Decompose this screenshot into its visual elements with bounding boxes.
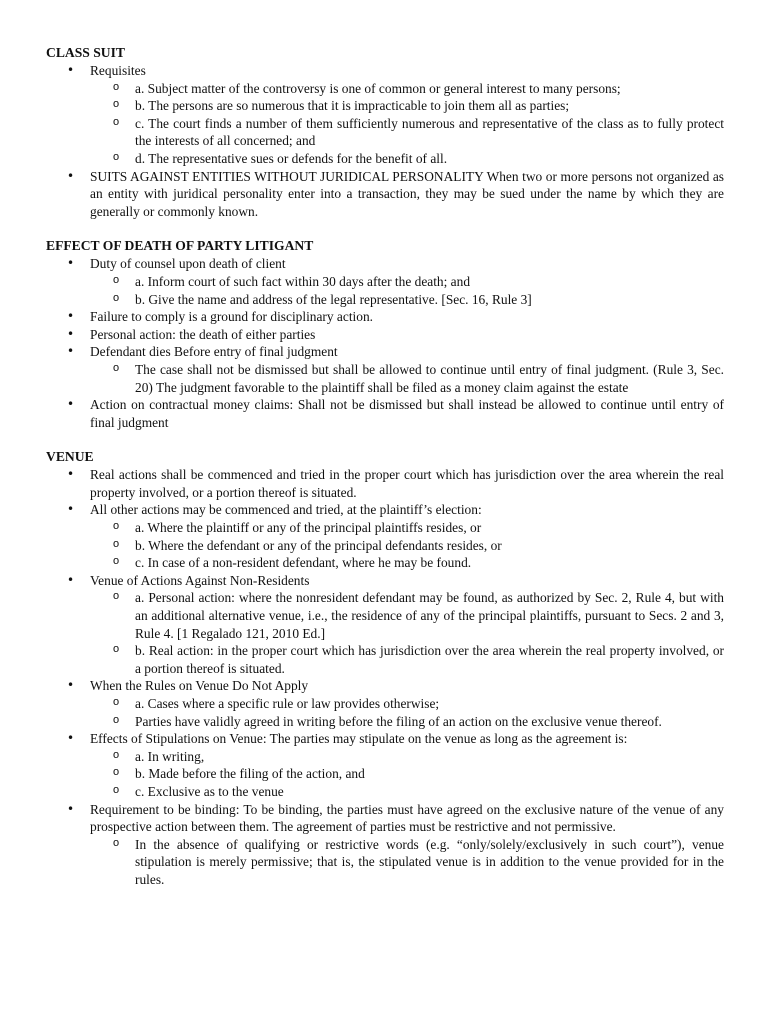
sub-list-item: o b. Real action: in the proper court which has jurisdiction over the area wherein the real property involved, or a portion thereof is situated. bbox=[90, 642, 724, 677]
sub-list bbox=[90, 589, 724, 677]
list-item-text: Failure to comply is a ground for disciplinary action. bbox=[90, 309, 374, 325]
list-item bbox=[46, 466, 724, 501]
section-heading: CLASS SUIT bbox=[46, 45, 125, 60]
sub-list bbox=[90, 748, 724, 801]
section-heading: VENUE bbox=[46, 449, 94, 465]
bullet-list bbox=[46, 255, 724, 431]
section-class-suit bbox=[46, 44, 724, 220]
section-heading: EFFECT OF DEATH OF PARTY LITIGANT bbox=[46, 238, 314, 254]
sub-list-item: o a. Personal action: where the nonresident defendant may be found, as authorized by Sec. 2, Rule 4, but with an additional alternative venue, i.e., the residence of any of the principal plaintiffs, pursuant to Secs. 2 and 3, Rule 4. [1 Regalado 121, 2010 Ed.] bbox=[90, 589, 724, 642]
list-item-text: Requisites bbox=[90, 63, 146, 78]
sub-list-item: o a. Cases where a specific rule or law provides otherwise; bbox=[90, 695, 724, 713]
list-item bbox=[46, 308, 724, 326]
list-item bbox=[46, 801, 724, 889]
sub-list bbox=[90, 80, 724, 168]
sub-list-item: o c. In case of a non-resident defendant, where he may be found. bbox=[90, 554, 724, 572]
sub-list-item: o In the absence of qualifying or restrictive words (e.g. “only/solely/exclusively in such court”), venue stipulation is merely permissive; that is, the stipulated venue is in addition to the venue provided for in the rules. bbox=[90, 836, 724, 889]
sub-list bbox=[90, 273, 724, 308]
list-item-text: When the Rules on Venue Do Not Apply bbox=[90, 678, 309, 694]
list-item-text: Action on contractual money claims: Shall not be dismissed but shall instead be allowed to continue until entry of final judgment bbox=[90, 397, 724, 430]
list-item bbox=[46, 343, 724, 396]
sub-list-item: o The case shall not be dismissed but shall be allowed to continue until entry of final judgment. (Rule 3, Sec. 20) The judgment favorable to the plaintiff shall be filed as a money claim against the estate bbox=[90, 361, 724, 396]
sub-list-item: o a. Where the plaintiff or any of the principal plaintiffs resides, or bbox=[90, 519, 724, 537]
list-item-text: Real actions shall be commenced and tried in the proper court which has jurisdiction over the area wherein the real property involved, or a portion thereof is situated. bbox=[90, 467, 724, 500]
sub-list-item: o b. The persons are so numerous that it is impracticable to join them all as parties; bbox=[90, 97, 724, 115]
list-item bbox=[46, 730, 724, 800]
sub-list-item: o b. Made before the filing of the action, and bbox=[90, 765, 724, 783]
sub-list bbox=[90, 361, 724, 396]
sub-list-item: o c. The court finds a number of them sufficiently numerous and representative of the class as to fully protect the interests of all concerned; and bbox=[90, 115, 724, 150]
sub-list bbox=[90, 836, 724, 889]
list-item-text: All other actions may be commenced and tried, at the plaintiff’s election: bbox=[90, 502, 482, 518]
list-item bbox=[46, 396, 724, 431]
sub-list-item: o Parties have validly agreed in writing before the filing of an action on the exclusive venue thereof. bbox=[90, 713, 724, 731]
list-item-text: Duty of counsel upon death of client bbox=[90, 256, 286, 272]
sub-list bbox=[90, 695, 724, 730]
sub-list-item: o a. Subject matter of the controversy is one of common or general interest to many persons; bbox=[90, 80, 724, 98]
sub-list-item: o b. Where the defendant or any of the principal defendants resides, or bbox=[90, 537, 724, 555]
list-item bbox=[46, 168, 724, 221]
list-item bbox=[46, 677, 724, 730]
list-item bbox=[46, 572, 724, 678]
list-item bbox=[46, 255, 724, 308]
list-item-text: Effects of Stipulations on Venue: The parties may stipulate on the venue as long as the agreement is: bbox=[90, 731, 628, 747]
sub-list-item: o a. Inform court of such fact within 30 days after the death; and bbox=[90, 273, 724, 291]
list-item bbox=[46, 62, 724, 168]
bullet-list bbox=[46, 62, 724, 220]
bullet-list bbox=[46, 466, 724, 888]
list-item-text: Venue of Actions Against Non-Residents bbox=[90, 572, 310, 588]
section-venue bbox=[46, 448, 724, 888]
list-item bbox=[46, 326, 724, 344]
list-item-text: SUITS AGAINST ENTITIES WITHOUT JURIDICAL PERSONALITY When two or more persons not organized as an entity with juridical personality enter into a transaction, they may be sued under the name by which they are generally or commonly known. bbox=[90, 168, 724, 219]
sub-list-item: o d. The representative sues or defends for the benefit of all. bbox=[90, 150, 724, 168]
section-effect-of-death bbox=[46, 237, 724, 431]
list-item-text: Personal action: the death of either parties bbox=[90, 326, 316, 342]
sub-list-item: o c. Exclusive as to the venue bbox=[90, 783, 724, 801]
sub-list-item: o a. In writing, bbox=[90, 748, 724, 766]
list-item bbox=[46, 501, 724, 571]
sub-list-item: o b. Give the name and address of the legal representative. [Sec. 16, Rule 3] bbox=[90, 291, 724, 309]
list-item-text: Defendant dies Before entry of final judgment bbox=[90, 344, 338, 360]
list-item-text: Requirement to be binding: To be binding, the parties must have agreed on the exclusive nature of the venue of any prospective action between them. The agreement of parties must be restrictive and not permissive. bbox=[90, 801, 724, 835]
sub-list bbox=[90, 519, 724, 572]
